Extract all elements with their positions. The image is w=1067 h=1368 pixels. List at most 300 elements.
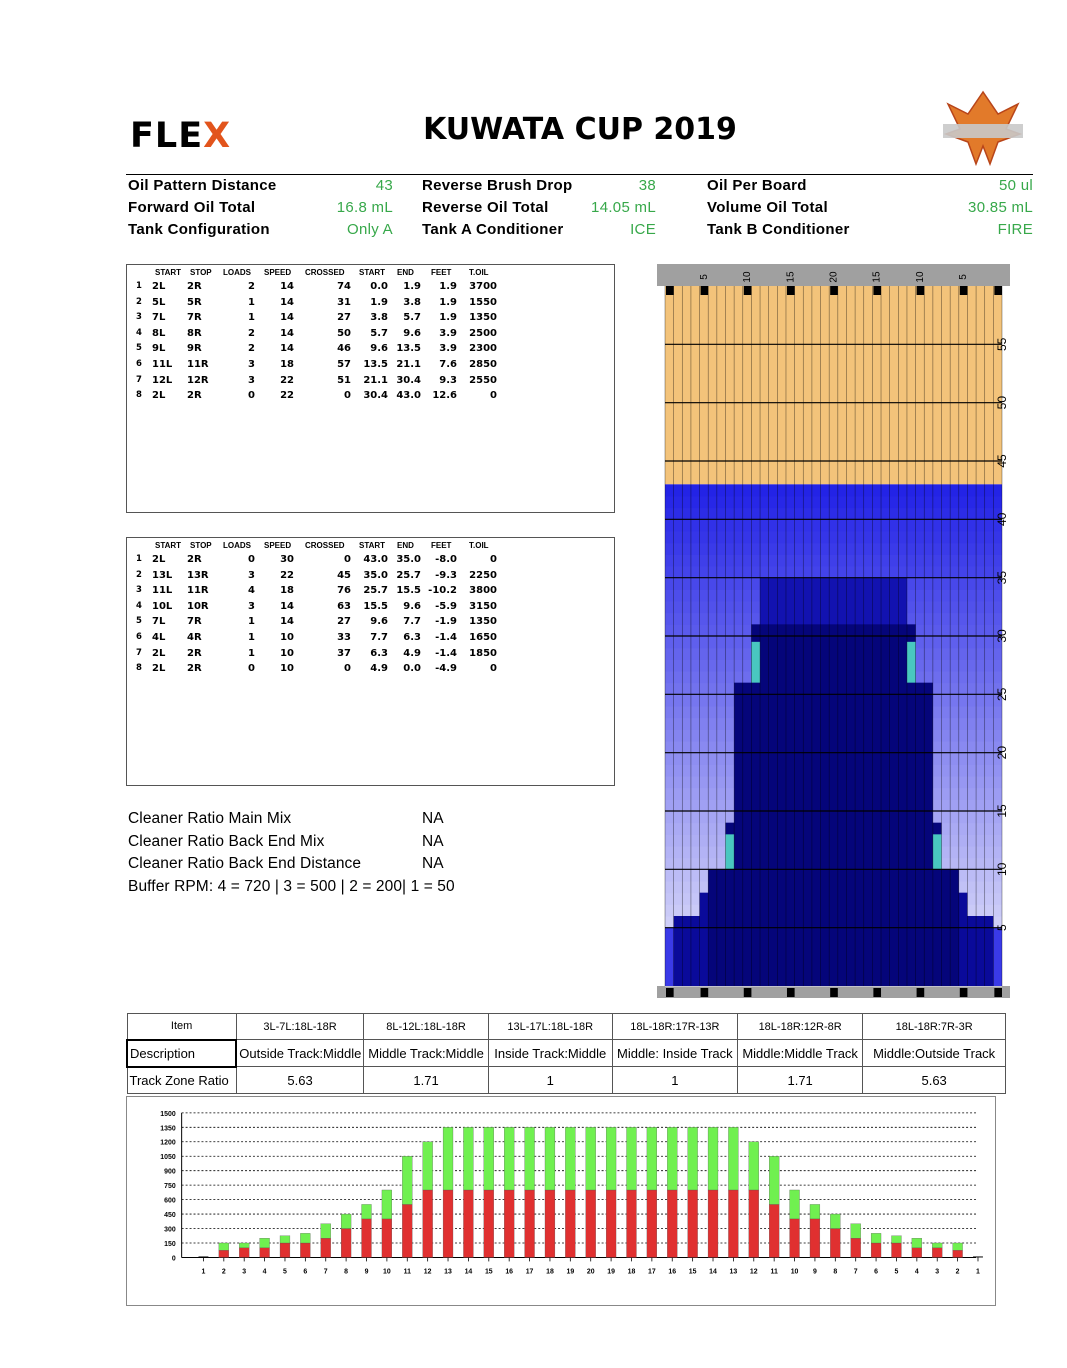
x-tick-label: 4 [262,1268,267,1276]
table-cell: 0 [490,663,497,675]
summary-value: 14.05 mL [591,199,656,216]
arrow-marker [787,988,795,997]
column-header: START [155,541,182,550]
zone-row [127,1014,1006,1040]
column-header: T.OIL [469,541,489,550]
table-cell: 9R [187,343,202,355]
bar-green [627,1127,637,1190]
x-tick-label: 6 [303,1268,308,1276]
table-cell: 27 [337,312,351,324]
arrow-marker [701,286,709,295]
x-tick-label: 15 [484,1268,493,1276]
table-cell: 9.3 [439,374,457,386]
bar-green [647,1127,657,1190]
summary-label: Forward Oil Total [128,199,256,216]
y-tick-label: 300 [164,1226,176,1234]
table-cell: 1.9 [439,312,457,324]
arrow-marker [666,286,674,295]
y-tick-label: 150 [164,1240,176,1248]
summary-value: 43 [375,177,393,194]
y-tick-label: 1350 [160,1125,176,1133]
column-header: LOADS [223,268,251,277]
bar-green [300,1233,310,1243]
zone-row [127,1067,1006,1094]
bar-red [728,1190,738,1257]
distance-label: 5 [995,924,1009,932]
arrow-marker [744,286,752,295]
table-cell: 1650 [469,632,497,643]
bar-red [300,1243,310,1257]
table-cell: 45 [337,569,351,581]
x-tick-label: 11 [770,1268,778,1276]
bar-red [749,1190,759,1257]
table-cell: 2500 [469,327,497,339]
kegel-logo [938,84,1028,174]
table-cell: 1 [248,647,255,659]
table-cell: 4 [136,600,142,611]
summary-value: 50 ul [998,177,1033,194]
bar-red [586,1190,596,1257]
table-cell: 1850 [469,647,497,659]
table-cell: 4.9 [370,663,388,675]
table-cell: 1 [248,312,255,324]
x-tick-label: 2 [955,1268,960,1276]
table-cell: 5 [136,616,142,627]
note-label: Cleaner Ratio Main Mix [128,810,292,827]
table-cell: 4L [152,632,166,643]
table-cell: 2L [152,663,166,675]
note-row [128,853,455,876]
arrow-marker [830,286,838,295]
table-cell: 0 [344,390,351,402]
x-tick-label: 16 [505,1268,514,1276]
table-cell: 33 [337,632,351,643]
y-tick-label: 450 [164,1212,176,1220]
table-cell: 0 [344,554,351,565]
distance-label: 50 [995,395,1009,410]
distance-label: 45 [995,454,1009,468]
x-tick-label: 4 [914,1268,919,1276]
arrow-marker [873,286,881,295]
zone-cell: 1 [612,1067,737,1094]
table-cell: 7L [152,616,166,628]
bar-red [402,1204,412,1257]
bar-red [871,1243,881,1257]
column-header: STOP [190,541,212,550]
bar-green [219,1243,229,1250]
table-cell: 21.1 [363,374,388,386]
summary-value: 30.85 mL [968,199,1033,216]
x-tick-label: 7 [853,1268,858,1276]
bar-red [504,1190,514,1257]
table-cell: 14 [280,343,294,355]
oil-band [665,508,1002,520]
bar-green [667,1127,677,1190]
summary-row [126,197,1033,219]
summary-value: Only A [347,221,393,238]
note-value: NA [422,832,444,850]
table-cell: 15.5 [396,585,421,597]
teal-marker [907,642,916,683]
zone-cell: 18L-18R:12R-8R [738,1014,863,1040]
zone-cell: Outside Track:Middle [236,1040,364,1067]
bar-red [606,1190,616,1257]
x-tick-label: 15 [688,1268,697,1276]
table-cell: 57 [337,359,351,370]
x-tick-label: 3 [935,1268,940,1276]
bar-red [830,1229,840,1258]
bar-red [280,1243,290,1257]
table-cell: 14 [280,281,294,292]
table-cell: 2L [152,647,166,659]
bar-red [688,1190,698,1257]
bar-red [443,1190,453,1257]
table-cell: 1 [248,296,255,308]
table-cell: 3150 [469,600,497,612]
note-label: Cleaner Ratio Back End Distance [128,855,362,872]
table-cell: 2L [152,554,166,565]
table-cell: 0 [490,554,497,565]
column-header: START [359,268,386,277]
arrow-marker [744,988,752,997]
zone-cell: Middle:Outside Track [863,1040,1006,1067]
table-cell: 3 [136,585,142,596]
bar-green [423,1142,433,1190]
table-cell: 11L [152,585,173,597]
note-value: NA [422,810,444,827]
table-cell: 2R [187,554,202,565]
table-cell: 14 [280,616,294,628]
bar-red [851,1238,861,1257]
distance-label: 40 [995,512,1009,527]
bar-green [932,1243,942,1248]
table-cell: 30 [280,554,294,565]
table-cell: 37 [337,647,351,659]
column-header: END [397,268,414,277]
summary-row [126,175,1033,197]
board-number-label: 15 [871,271,883,283]
table-cell: -10.2 [428,585,457,597]
x-tick-label: 1 [976,1268,980,1276]
teal-marker [751,642,760,683]
x-tick-label: 10 [383,1268,391,1276]
summary-value: ICE [630,221,656,238]
x-tick-label: 13 [444,1268,452,1276]
table-cell: 5 [136,343,142,354]
bar-green [728,1127,738,1190]
table-cell: 2R [187,390,202,402]
bar-green [830,1214,840,1228]
table-cell: 35.0 [363,569,388,581]
bar-green [708,1127,718,1190]
table-cell: 43.0 [363,554,388,565]
oil-block [760,624,907,986]
table-cell: 1.9 [370,296,388,308]
table-cell: 50 [337,327,351,339]
summary-value: FIRE [997,221,1033,238]
summary-label: Reverse Brush Drop [422,177,573,194]
bar-red [260,1248,270,1258]
table-cell: 31 [337,296,351,308]
teal-marker [725,834,734,869]
column-header: FEET [431,541,452,550]
table-cell: 25.7 [396,569,421,581]
table-cell: 4.9 [403,647,421,659]
zone-cell: Middle:Middle Track [738,1040,863,1067]
zone-cell: Track Zone Ratio [127,1067,236,1094]
table-cell: -1.4 [435,647,457,659]
table-cell: -1.4 [435,632,457,643]
lane-oil-graph [657,264,1010,998]
bar-green [892,1236,902,1243]
summary-row [126,219,1033,241]
bar-green [953,1243,963,1250]
board-number-label: 10 [914,271,926,283]
y-tick-label: 1200 [160,1139,176,1147]
bar-green [260,1238,270,1248]
table-cell: 13.5 [396,343,421,355]
table-cell: 2L [152,390,166,402]
table-cell: 1550 [469,296,497,308]
arrow-marker [994,988,1002,997]
board-number-label: 5 [698,274,710,280]
arrow-marker [830,988,838,997]
column-header: SPEED [264,541,292,550]
column-header: SPEED [264,268,292,277]
x-tick-label: 9 [812,1268,817,1276]
table-cell: 4 [248,585,255,597]
column-header: CROSSED [305,268,345,277]
board-number-label: 20 [828,271,840,283]
table-cell: 18 [280,585,294,597]
table-cell: 6.3 [403,632,421,643]
teal-marker [933,834,942,869]
zone-cell: Item [127,1014,236,1040]
oil-band [665,566,1002,578]
table-cell: 12R [187,374,209,386]
zone-cell: 13L-17L:18L-18R [488,1014,612,1040]
table-cell: 76 [337,585,351,597]
note-value: NA [422,855,444,872]
table-cell: 9.6 [403,600,421,612]
bar-red [382,1219,392,1258]
table-cell: 1.9 [439,296,457,308]
bar-green [790,1190,800,1219]
zone-cell: 18L-18R:17R-13R [612,1014,737,1040]
table-cell: 0.0 [370,281,388,292]
table-cell: 7L [152,312,166,324]
distance-label: 35 [995,570,1009,585]
table-cell: 1 [248,616,255,628]
table-cell: 4R [187,632,202,643]
bar-green [402,1156,412,1204]
table-cell: 2R [187,281,202,292]
zone-row [127,1040,1006,1067]
table-cell: 30.4 [396,374,421,386]
table-cell: -4.9 [435,663,457,675]
table-cell: 2R [187,647,202,659]
summary-value: 16.8 mL [336,199,393,216]
bar-green [769,1156,779,1204]
x-tick-label: 8 [344,1268,349,1276]
bar-red [647,1190,657,1257]
bar-green [382,1190,392,1219]
bar-green [810,1204,820,1218]
column-header: START [155,268,182,277]
table-cell: 0 [344,663,351,675]
summary-label: Oil Per Board [707,177,807,194]
table-cell: 22 [280,569,294,581]
oil-band [665,543,1002,555]
table-cell: 43.0 [396,390,421,402]
bar-red [892,1243,902,1257]
table-cell: 25.7 [363,585,388,597]
bar-red [810,1219,820,1258]
zone-cell: Description [127,1040,236,1067]
x-tick-label: 9 [364,1268,369,1276]
bar-green [851,1224,861,1238]
summary-label: Reverse Oil Total [422,199,549,216]
table-cell: 2L [152,281,166,292]
table-cell: 11L [152,359,173,370]
x-tick-label: 2 [221,1268,226,1276]
bar-green [586,1127,596,1190]
bar-green [525,1127,535,1190]
zone-cell: Middle Track:Middle [364,1040,488,1067]
summary-label: Tank Configuration [128,221,270,238]
table-cell: 10L [152,600,173,612]
table-cell: 63 [337,600,351,612]
track-zone-table [126,1013,1006,1094]
pattern-summary [126,174,1033,241]
table-cell: -8.0 [435,554,457,565]
table-cell: 1.9 [403,281,421,292]
table-cell: 18 [280,359,294,370]
y-tick-label: 900 [164,1168,176,1176]
notes-block [128,808,455,898]
table-cell: 10 [280,647,294,659]
table-cell: 7.7 [403,616,421,628]
table-cell: 27 [337,616,351,628]
x-tick-label: 18 [627,1268,636,1276]
bar-red [565,1190,575,1257]
table-cell: 13R [187,569,209,581]
table-cell: 0 [490,390,497,402]
table-cell: 22 [280,390,294,402]
y-tick-label: 1500 [160,1110,176,1118]
x-tick-label: 7 [323,1268,328,1276]
distance-label: 20 [995,745,1009,760]
zone-cell: Middle: Inside Track [612,1040,737,1067]
bar-red [484,1190,494,1257]
table-cell: 3800 [469,585,497,597]
x-tick-label: 19 [566,1268,575,1276]
y-tick-label: 1050 [160,1154,176,1162]
table-cell: -9.3 [435,569,457,581]
table-cell: 3700 [469,281,497,292]
distance-label: 55 [995,337,1009,352]
table-cell: 3.9 [439,343,457,355]
table-cell: -5.9 [435,600,457,612]
table-cell: 3.8 [403,296,421,308]
oil-band [665,496,1002,508]
table-cell: 14 [280,600,294,612]
table-cell: 8 [136,390,142,401]
table-cell: 5.7 [403,312,421,324]
x-tick-label: 16 [668,1268,677,1276]
zone-cell: 18L-18R:7R-3R [863,1014,1006,1040]
x-tick-label: 17 [525,1268,534,1276]
table-cell: 0 [248,663,255,675]
column-header: CROSSED [305,541,345,550]
table-cell: 11R [187,359,209,370]
table-cell: 8R [187,327,202,339]
table-cell: 2 [136,296,142,307]
table-cell: 5L [152,296,166,308]
table-cell: 2550 [469,374,497,386]
note-row [128,831,455,854]
x-tick-label: 17 [648,1268,656,1276]
flex-logo: FLEX [130,116,232,156]
bar-green [280,1236,290,1243]
table-cell: 12.6 [432,390,457,402]
x-tick-label: 14 [709,1268,717,1276]
column-header: LOADS [223,541,251,550]
table-cell: 2R [187,663,202,675]
arrow-marker [960,988,968,997]
bar-green [871,1233,881,1243]
table-cell: 2300 [469,343,497,355]
x-tick-label: 19 [607,1268,615,1276]
table-cell: -1.9 [435,616,457,628]
table-cell: 3 [248,600,255,612]
zone-cell: 8L-12L:18L-18R [364,1014,488,1040]
bar-red [708,1190,718,1257]
table-cell: 7 [136,647,142,658]
table-cell: 7.7 [370,632,388,643]
x-tick-label: 13 [729,1268,738,1276]
table-cell: 12L [152,374,173,386]
zone-cell: 1.71 [738,1067,863,1094]
table-cell: 35.0 [396,554,421,565]
table-cell: 1350 [469,616,497,628]
zone-cell: 3L-7L:18L-18R [236,1014,364,1040]
y-tick-label: 600 [164,1197,176,1205]
bar-red [769,1204,779,1257]
table-cell: 1 [248,632,255,643]
reverse-passes-table [126,537,615,786]
table-cell: 15.5 [363,600,388,612]
arrow-marker [917,286,925,295]
summary-value: 38 [638,177,656,194]
page-title: KUWATA CUP 2019 [423,112,737,147]
bar-green [749,1142,759,1190]
table-cell: 1350 [469,312,497,324]
table-cell: 0.0 [403,663,421,675]
table-cell: 5R [187,296,202,308]
y-tick-label: 0 [171,1255,176,1263]
bar-green [688,1127,698,1190]
bar-red [423,1190,433,1257]
x-tick-label: 5 [894,1268,899,1276]
x-tick-label: 14 [464,1268,473,1276]
x-tick-label: 3 [242,1268,247,1276]
bar-green [504,1127,514,1190]
table-cell: 51 [337,374,351,386]
bar-red [525,1190,535,1257]
table-cell: 10 [280,663,294,675]
table-cell: 6.3 [370,647,388,659]
